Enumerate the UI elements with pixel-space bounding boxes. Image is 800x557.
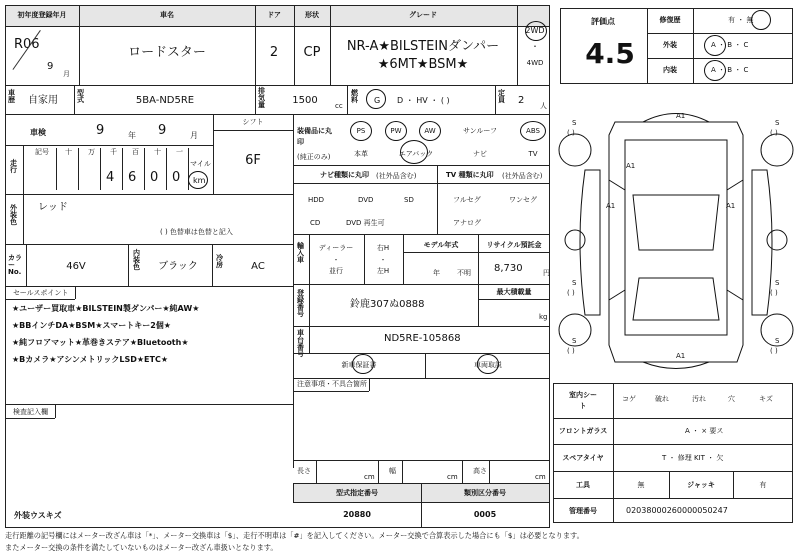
reg-year: R06	[14, 37, 40, 52]
equip-navi: ナビ	[473, 150, 487, 158]
repaint-note: ( ) 色替車は色替と記入	[160, 228, 233, 236]
ac: AC	[251, 261, 265, 272]
car-name-label: 車名	[160, 11, 174, 19]
displacement-cc: cc	[335, 102, 343, 110]
odo-digit: 6	[128, 170, 137, 185]
car-name: ロードスター	[128, 45, 206, 60]
warranty-doc: 新車保証書	[341, 361, 377, 369]
sales-point-line: ★Bカメラ★アシンメトリックLSD★ETC★	[12, 355, 168, 364]
tv-label: TV 種類に丸印	[446, 171, 494, 179]
import-parallel: 並行	[329, 267, 343, 275]
grade-label: グレード	[409, 11, 437, 19]
exterior-color: レッド	[38, 202, 68, 213]
drive-2wd: 2WD	[525, 26, 545, 35]
odo-mark: 百	[132, 148, 139, 156]
shift: 6F	[245, 153, 261, 168]
navi-dvd: DVD	[358, 196, 374, 204]
diagram-mark: A1	[726, 202, 736, 210]
plate-label: 登録番号	[297, 289, 304, 318]
spare-options: T ・ 修理 KIT ・ 欠	[662, 454, 724, 462]
import-dot: ・	[332, 256, 340, 264]
import-left-h: 左H	[376, 267, 390, 275]
diagram-paren: ( )	[770, 347, 778, 355]
import-right-h: 右H	[376, 244, 390, 252]
inspection-month: 9	[158, 123, 167, 138]
equip-ps-circle	[350, 121, 372, 141]
score-value: 4.5	[585, 37, 635, 70]
odo-digit: 4	[106, 170, 115, 185]
import-dealer: ディーラー	[318, 244, 354, 252]
manual-doc: 車両取説	[474, 361, 502, 369]
repair-history-label: 修復歴	[659, 16, 681, 24]
inspector-note: 外装ウスキズ	[14, 511, 62, 520]
interior-grade-circle	[704, 60, 726, 81]
footer-note-1: 走行距離の記号欄にはメーター改ざん車は「*」、メーター交換車は「$」、走行不明車は「#」を記入してください。メーター交換で合算表示した場合にも「$」は必要となります。	[5, 531, 584, 540]
exterior-grade-options: A ・ B ・ C	[711, 41, 749, 49]
inspection-year-unit: 年	[128, 131, 136, 140]
sheet-option: 穴	[728, 395, 735, 403]
import-dot2: ・	[379, 256, 387, 264]
usage-label: 車歴	[8, 89, 15, 104]
diagram-paren: ( )	[567, 129, 575, 137]
diagram-mark: A1	[606, 202, 616, 210]
model-year-unknown: 不明	[457, 269, 471, 277]
main-form	[5, 5, 550, 528]
odo-mark: 万	[88, 148, 95, 156]
diagram-mark: A1	[676, 112, 686, 120]
sheet-option: キズ	[759, 395, 773, 403]
odo-mark: 記号	[35, 148, 49, 156]
equip-leather: 本革	[354, 150, 368, 158]
fuel-g-circle	[366, 89, 386, 109]
inspection-label: 車検	[30, 128, 46, 137]
fuel-label: 燃料	[351, 89, 358, 104]
sales-point-line: ★BBインチDA★BSM★スマートキー2個★	[12, 321, 171, 330]
score-label: 評価点	[591, 17, 615, 26]
capacity-unit: 人	[540, 102, 547, 110]
diagram-s-mark: S	[775, 279, 780, 287]
repair-none-circle	[751, 10, 771, 30]
diagram-paren: ( )	[770, 129, 778, 137]
caution-label: 注意事項・不具合箇所	[297, 380, 367, 388]
chassis-label: 車台番号	[297, 329, 304, 358]
mile-label: マイル	[190, 160, 211, 168]
reg-year-label: 初年度登録年月	[17, 11, 67, 19]
repair-options: 有 ・ 無	[728, 16, 754, 24]
equip-pw: PW	[390, 127, 402, 135]
reg-month-unit: 月	[63, 70, 70, 78]
usage: 自家用	[28, 95, 58, 106]
odo-mark: 一	[176, 148, 183, 156]
interior-color-label: 内装色	[133, 249, 140, 271]
diagram-s-mark: S	[775, 119, 780, 127]
diagram-s-mark: S	[572, 279, 577, 287]
width-label: 幅	[389, 467, 396, 475]
manual-circle	[477, 354, 499, 374]
length-cm: cm	[364, 473, 375, 481]
tools-value: 無	[637, 481, 645, 489]
navi-label: ナビ種類に丸印	[320, 171, 369, 179]
equip-abs-circle	[520, 121, 546, 141]
km-unit: km	[193, 176, 206, 185]
grade-line2: ★6MT★BSM★	[377, 57, 469, 72]
model: 5BA-ND5RE	[135, 95, 195, 106]
equip-tv: TV	[528, 150, 538, 158]
inspection-year: 9	[96, 123, 105, 138]
max-load-kg: kg	[539, 313, 548, 321]
displacement: 1500	[292, 95, 318, 106]
tv-fullseg: フルセグ	[453, 196, 481, 204]
reg-month: 9	[47, 61, 54, 72]
diagram-s-mark: S	[775, 337, 780, 345]
color-label: 外装色	[10, 204, 17, 226]
sales-points-label: セールスポイント	[13, 289, 69, 297]
capacity-label: 定員	[498, 89, 505, 104]
equip-airbag: エアバック	[398, 150, 434, 158]
km-circle	[188, 171, 208, 189]
equip-pw-circle	[385, 121, 407, 141]
diagram-mark: A1	[676, 352, 686, 360]
warranty-circle	[352, 354, 374, 374]
exterior-grade-circle	[704, 35, 726, 56]
car-diagram	[555, 100, 797, 380]
class-number: 0005	[473, 510, 497, 519]
odo-mark: 十	[65, 148, 72, 156]
drive-2wd-circle	[525, 21, 547, 41]
sheet-option: 破れ	[655, 395, 669, 403]
diagram-paren: ( )	[770, 289, 778, 297]
interior-grade-options: A ・ B ・ C	[711, 66, 749, 74]
navi-sd: SD	[404, 196, 414, 204]
sales-point-line: ★純フロアマット★革巻きステア★Bluetooth★	[12, 338, 189, 347]
diagram-paren: ( )	[567, 347, 575, 355]
type-number: 20880	[343, 510, 371, 519]
odo-marks	[23, 148, 213, 158]
sheet-option: 汚れ	[692, 395, 706, 403]
diagram-paren: ( )	[567, 289, 575, 297]
diagram-mark: A1	[626, 162, 636, 170]
color-no: 46V	[66, 261, 86, 272]
height-label: 高さ	[473, 467, 487, 475]
diagram-s-mark: S	[572, 119, 577, 127]
odo-mark: 千	[110, 148, 117, 156]
sheet-option: コゲ	[622, 395, 636, 403]
type-number-label: 型式指定番号	[336, 489, 378, 497]
navi-cd: CD	[310, 219, 321, 227]
navi-note: (社外品含む)	[376, 172, 417, 180]
equip-airbag-circle	[400, 140, 428, 164]
recycle-value: 8,730	[494, 263, 523, 274]
odo-digit: 0	[150, 170, 159, 185]
capacity: 2	[518, 95, 525, 106]
doors-label: ドア	[267, 11, 281, 19]
shift-label: シフト	[242, 118, 264, 126]
color-no-label: カラーNo.	[8, 254, 22, 276]
navi-dvd-play: DVD 再生可	[346, 219, 385, 227]
equip-aw-circle	[419, 121, 441, 141]
odo-mark: 十	[154, 148, 161, 156]
tv-note: (社外品含む)	[502, 172, 543, 180]
interior-grade-label: 内装	[663, 66, 677, 74]
shape: CP	[303, 45, 321, 60]
doors: 2	[269, 45, 279, 60]
width-cm: cm	[447, 473, 458, 481]
displacement-label: 排気量	[258, 87, 265, 109]
sales-point-line: ★ユーザー買取車★BILSTEIN製ダンパー★純AW★	[12, 304, 200, 313]
interior-sheet-label: 室内シート	[569, 391, 597, 410]
diagram-s-mark: S	[572, 337, 577, 345]
navi-hdd: HDD	[308, 196, 325, 204]
equip-sunroof: サンルーフ	[462, 127, 498, 135]
equip-ps: PS	[356, 127, 366, 135]
model-year-unit: 年	[433, 269, 440, 277]
odo-label: 走行	[10, 159, 17, 174]
import-label: 輸入車	[297, 242, 304, 264]
odo-digit: 0	[172, 170, 181, 185]
shape-label: 形状	[305, 11, 319, 19]
ac-label: 冷房	[216, 254, 223, 269]
grade-line1: NR-A★BILSTEINダンパー	[346, 39, 500, 54]
max-load-label: 最大積載量	[496, 288, 532, 296]
spare-label: スペアタイヤ	[562, 454, 604, 462]
interior-color: ブラック	[158, 261, 198, 272]
model-label: 型式	[77, 89, 84, 104]
equipment-label: 装備品に丸印	[297, 127, 332, 146]
tv-oneseg: ワンセグ	[509, 196, 537, 204]
tools-label: 工具	[576, 481, 590, 489]
drive-dot: ・	[531, 42, 539, 51]
chassis: ND5RE-105868	[384, 333, 461, 344]
glass-options: A ・ × 要ス	[685, 427, 724, 435]
recycle-yen: 円	[543, 269, 550, 277]
model-year-label: モデル年式	[423, 241, 459, 249]
inspector-label: 検査記入欄	[13, 408, 48, 416]
exterior-grade-label: 外装	[663, 41, 677, 49]
equipment-note: (純正のみ)	[297, 153, 331, 161]
equip-abs: ABS	[526, 127, 540, 135]
class-number-label: 類別区分番号	[464, 489, 506, 497]
inspection-month-unit: 月	[190, 131, 198, 140]
jack-label: ジャッキ	[687, 481, 715, 489]
plate: 鈴鹿307ぬ0888	[350, 299, 425, 310]
fuel-g: G	[374, 96, 381, 105]
tv-analog: アナログ	[453, 219, 481, 227]
footer-note-2: またメーター交換の条件を満たしていないものはメーター改ざん車扱いとなります。	[5, 543, 278, 552]
jack-value: 有	[759, 481, 767, 489]
management-label: 管理番号	[569, 507, 597, 515]
height-cm: cm	[535, 473, 546, 481]
management-number: 02038000260000050247	[626, 506, 728, 515]
fuel-options: D ・ HV ・ ( )	[397, 96, 450, 105]
drive-4wd: 4WD	[526, 59, 544, 67]
glass-label: フロントガラス	[558, 427, 608, 435]
recycle-label: リサイクル預託金	[486, 241, 542, 249]
length-label: 長さ	[297, 467, 311, 475]
equip-aw: AW	[424, 127, 436, 135]
